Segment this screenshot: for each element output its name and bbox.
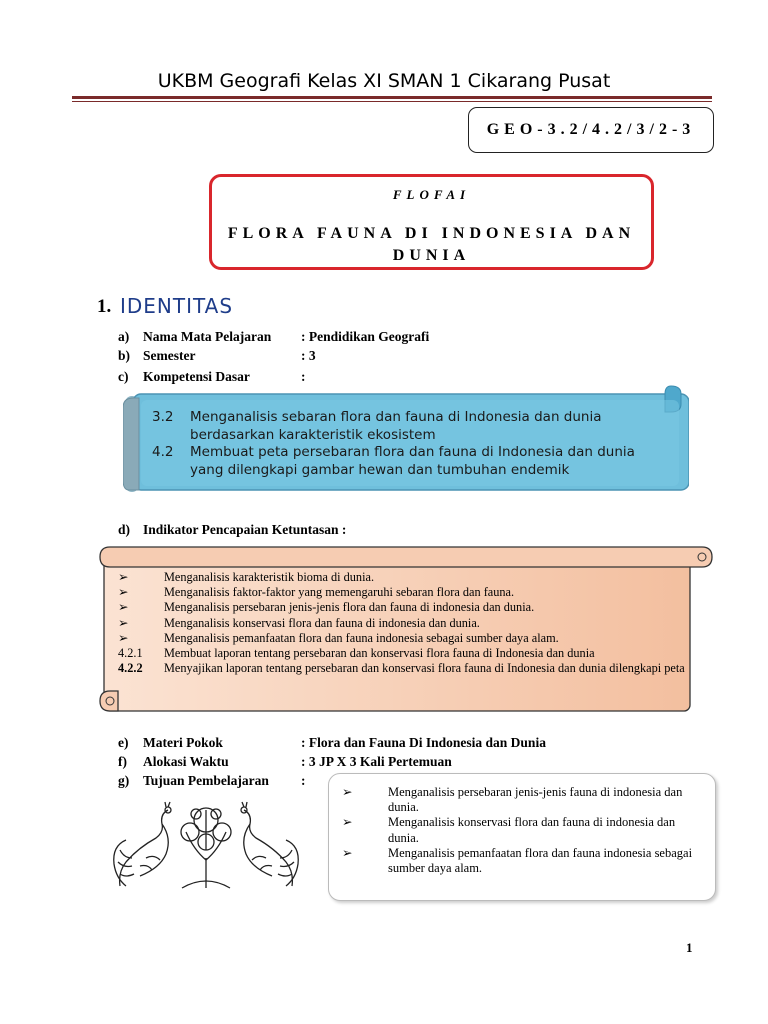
kompetensi-text-cont: yang dilengkapi gambar hewan dan tumbuhan endemik (190, 461, 570, 478)
list-text: Menganalisis konservasi flora dan fauna di indonesia dan dunia. (164, 615, 480, 630)
identity-letter: e) (118, 735, 129, 750)
identity-row-subject (118, 329, 429, 345)
list-text: Membuat laporan tentang persebaran dan konservasi flora fauna di Indonesia dan dunia (164, 646, 595, 661)
header-rule (72, 96, 712, 99)
identity-label: Semester (143, 348, 196, 363)
document-header-title: UKBM Geografi Kelas XI SMAN 1 Cikarang Pusat (157, 70, 611, 92)
peacock-ornament-illustration (106, 800, 306, 890)
module-code-box (468, 107, 714, 153)
list-text: Menganalisis karakteristik bioma di dunia. (164, 570, 375, 584)
identity-label: Materi Pokok (143, 735, 223, 750)
list-item (342, 785, 702, 815)
list-text: Menganalisis persebaran jenis-jenis flora dan fauna di indonesia dan dunia. (164, 600, 535, 615)
identity-value: : (301, 369, 306, 384)
indikator-heading (118, 522, 346, 538)
identity-value: : Flora dan Fauna Di Indonesia dan Dunia (301, 735, 546, 750)
list-marker: ➢ (118, 585, 129, 600)
header-rule-thin (72, 101, 712, 102)
list-item (342, 815, 702, 845)
identity-row-alokasi (118, 754, 452, 770)
identity-value: : 3 JP X 3 Kali Pertemuan (301, 754, 452, 769)
title-subtitle: FLOFAI (392, 187, 471, 202)
list-text: Menganalisis faktor-faktor yang memengaruhi sebaran flora dan fauna. (164, 585, 515, 600)
identity-label: Nama Mata Pelajaran (143, 329, 272, 344)
list-text: Menyajikan laporan tentang persebaran dan konservasi flora fauna di Indonesia dan dunia dilengkapi peta (164, 661, 685, 676)
section-title: IDENTITAS (120, 294, 234, 318)
list-text: Menganalisis pemanfaatan flora dan fauna indonesia sebagai sumber daya alam. (388, 845, 693, 876)
title-main: FLORA FAUNA DI INDONESIA DAN DUNIA (227, 225, 636, 264)
list-marker: 4.2.1 (118, 646, 143, 661)
identity-value: : (301, 773, 306, 788)
identity-value: : 3 (301, 348, 316, 363)
list-item (342, 846, 702, 876)
list-marker: ➢ (342, 815, 353, 830)
identity-row-tujuan (118, 773, 306, 789)
kompetensi-text: Menganalisis sebaran flora dan fauna di Indonesia dan dunia (190, 409, 602, 425)
kompetensi-text-cont: berdasarkan karakteristik ekosistem (190, 426, 436, 443)
list-text: Menganalisis persebaran jenis-jenis fauna di indonesia dan dunia. (388, 785, 683, 815)
identity-label: Kompetensi Dasar (143, 369, 250, 384)
list-marker: ➢ (342, 785, 353, 799)
identity-letter: f) (118, 754, 127, 769)
title-box (209, 174, 654, 270)
kompetensi-number: 3.2 (152, 409, 174, 425)
kompetensi-item (152, 409, 682, 427)
identity-letter: c) (118, 369, 129, 384)
list-item (118, 616, 688, 631)
kompetensi-number: 4.2 (152, 444, 174, 460)
identity-row-semester (118, 348, 316, 364)
identity-label: Alokasi Waktu (143, 754, 229, 769)
indikator-list (118, 570, 688, 676)
list-item (118, 631, 688, 646)
kompetensi-item (152, 444, 682, 462)
identity-value: : Pendidikan Geografi (301, 329, 430, 344)
list-item (118, 570, 688, 585)
list-text: Menganalisis konservasi flora dan fauna di indonesia dan dunia. (388, 815, 676, 845)
indikator-label: Indikator Pencapaian Ketuntasan : (143, 522, 347, 537)
list-marker: ➢ (118, 615, 129, 630)
kompetensi-list (152, 409, 682, 479)
list-text: Menganalisis pemanfaatan flora dan fauna indonesia sebagai sumber daya alam. (164, 630, 559, 645)
list-item (118, 600, 688, 615)
list-marker: ➢ (118, 570, 129, 584)
list-marker: ➢ (118, 600, 129, 615)
identity-letter: a) (118, 329, 130, 344)
section-number: 1. (97, 296, 112, 317)
page-number: 1 (686, 940, 693, 955)
list-item (118, 585, 688, 600)
identity-letter: g) (118, 773, 130, 788)
list-marker: ➢ (118, 630, 129, 645)
list-item (118, 661, 688, 676)
list-marker: 4.2.2 (118, 661, 143, 676)
list-item (118, 646, 688, 661)
kompetensi-text: Membuat peta persebaran flora dan fauna di Indonesia dan dunia (190, 444, 635, 460)
identity-letter: b) (118, 348, 131, 363)
tujuan-list (342, 785, 702, 876)
list-marker: ➢ (342, 845, 353, 860)
indikator-letter: d) (118, 522, 131, 537)
identity-row-materi (118, 735, 546, 751)
module-code: GEO-3.2/4.2/3/2-3 (486, 121, 696, 138)
identity-label: Tujuan Pembelajaran (143, 773, 269, 788)
